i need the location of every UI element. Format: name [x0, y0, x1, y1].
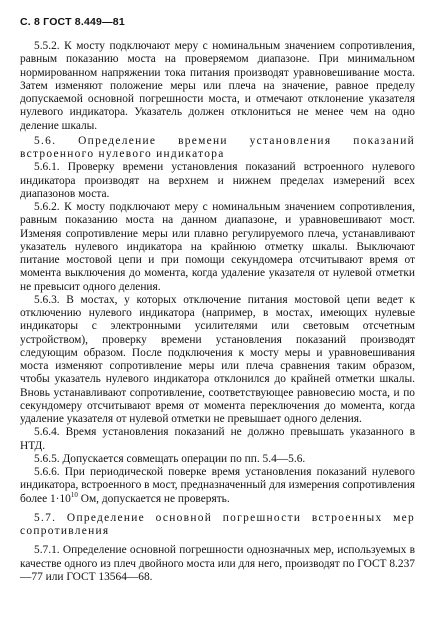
paragraph-5-6-4: 5.6.4. Время установления показаний не должно превышать указанного в НТД.	[20, 426, 415, 452]
heading-5-7: 5.7. Определение основной погрешности встроенных мер сопротивления	[20, 511, 415, 537]
paragraph-5-6-6-exponent: 10	[70, 490, 78, 499]
paragraph-5-6-6-text-a: 5.6.6. При периодической поверке время установления показаний нулевого индикатора, встроенного в мост, предназначенный для измерения сопротивления более 1·10	[20, 466, 415, 505]
paragraph-5-6-2: 5.6.2. К мосту подключают меру с номинальным значением сопротивления, равным показанию моста на данном диапазоне, и уравновешивают мост. Изменяя сопротивление меры или плавно регулируемого плеча, устанавливают указатель нулевого индикатора на крайнюю отметку шкалы. Выключают питание мостовой цепи и при помощи секундомера отсчитывают время от момента выключения до момента, когда удаление указателя от нулевой отметки не превысит одного деления.	[20, 201, 415, 293]
heading-5-6: 5.6. Определение времени установления показаний встроенного нулевого индикатора	[20, 134, 415, 160]
paragraph-5-6-6	[20, 466, 415, 506]
paragraph-5-6-3: 5.6.3. В мостах, у которых отключение питания мостовой цепи ведет к отключению нулевого индикатора (например, в мостах, имеющих нулевые индикаторы с электронными усилителями или световым отсчетным устройством), проверку времени установления показаний производят следующим образом. После подключения к мосту меры и уравновешивания моста изменяют сопротивление меры или плеча сравнения таким образом, чтобы указатель нулевого индикатора отклонился до крайней отметки шкалы. Вновь устанавливают сопротивление, соответствующее равновесию моста, и по секундомеру отсчитывают время от момента переключения до момента, когда удаление указателя от нулевой отметки не превышает одного деления.	[20, 293, 415, 425]
paragraph-5-6-6-text-b: Ом, допускается не проверять.	[77, 492, 230, 505]
page-header: С. 8 ГОСТ 8.449—81	[20, 16, 125, 28]
paragraph-5-6-1: 5.6.1. Проверку времени установления показаний встроенного нулевого индикатора производят на верхнем и нижнем пределах измерений всех диапазонов моста.	[20, 161, 415, 200]
paragraph-5-6-5: 5.6.5. Допускается совмещать операции по пп. 5.4—5.6.	[34, 452, 306, 465]
paragraph-5-5-2: 5.5.2. К мосту подключают меру с номинальным значением сопротивления, равным показанию моста на проверяемом диапазоне. При минимальном нормированном напряжении тока питания производят уравновешивание моста. Затем изменяют положение меры или плеча на значение, равное пределу допускаемой основной погрешности моста, и отмечают отклонение указателя нулевого индикатора. Указатель должен отклониться не менее чем на одно деление шкалы.	[20, 40, 415, 132]
paragraph-5-7-1: 5.7.1. Определение основной погрешности однозначных мер, используемых в качестве одного из плеч двойного моста или для него, производят по ГОСТ 8.237—77 или ГОСТ 13564—68.	[20, 544, 415, 583]
